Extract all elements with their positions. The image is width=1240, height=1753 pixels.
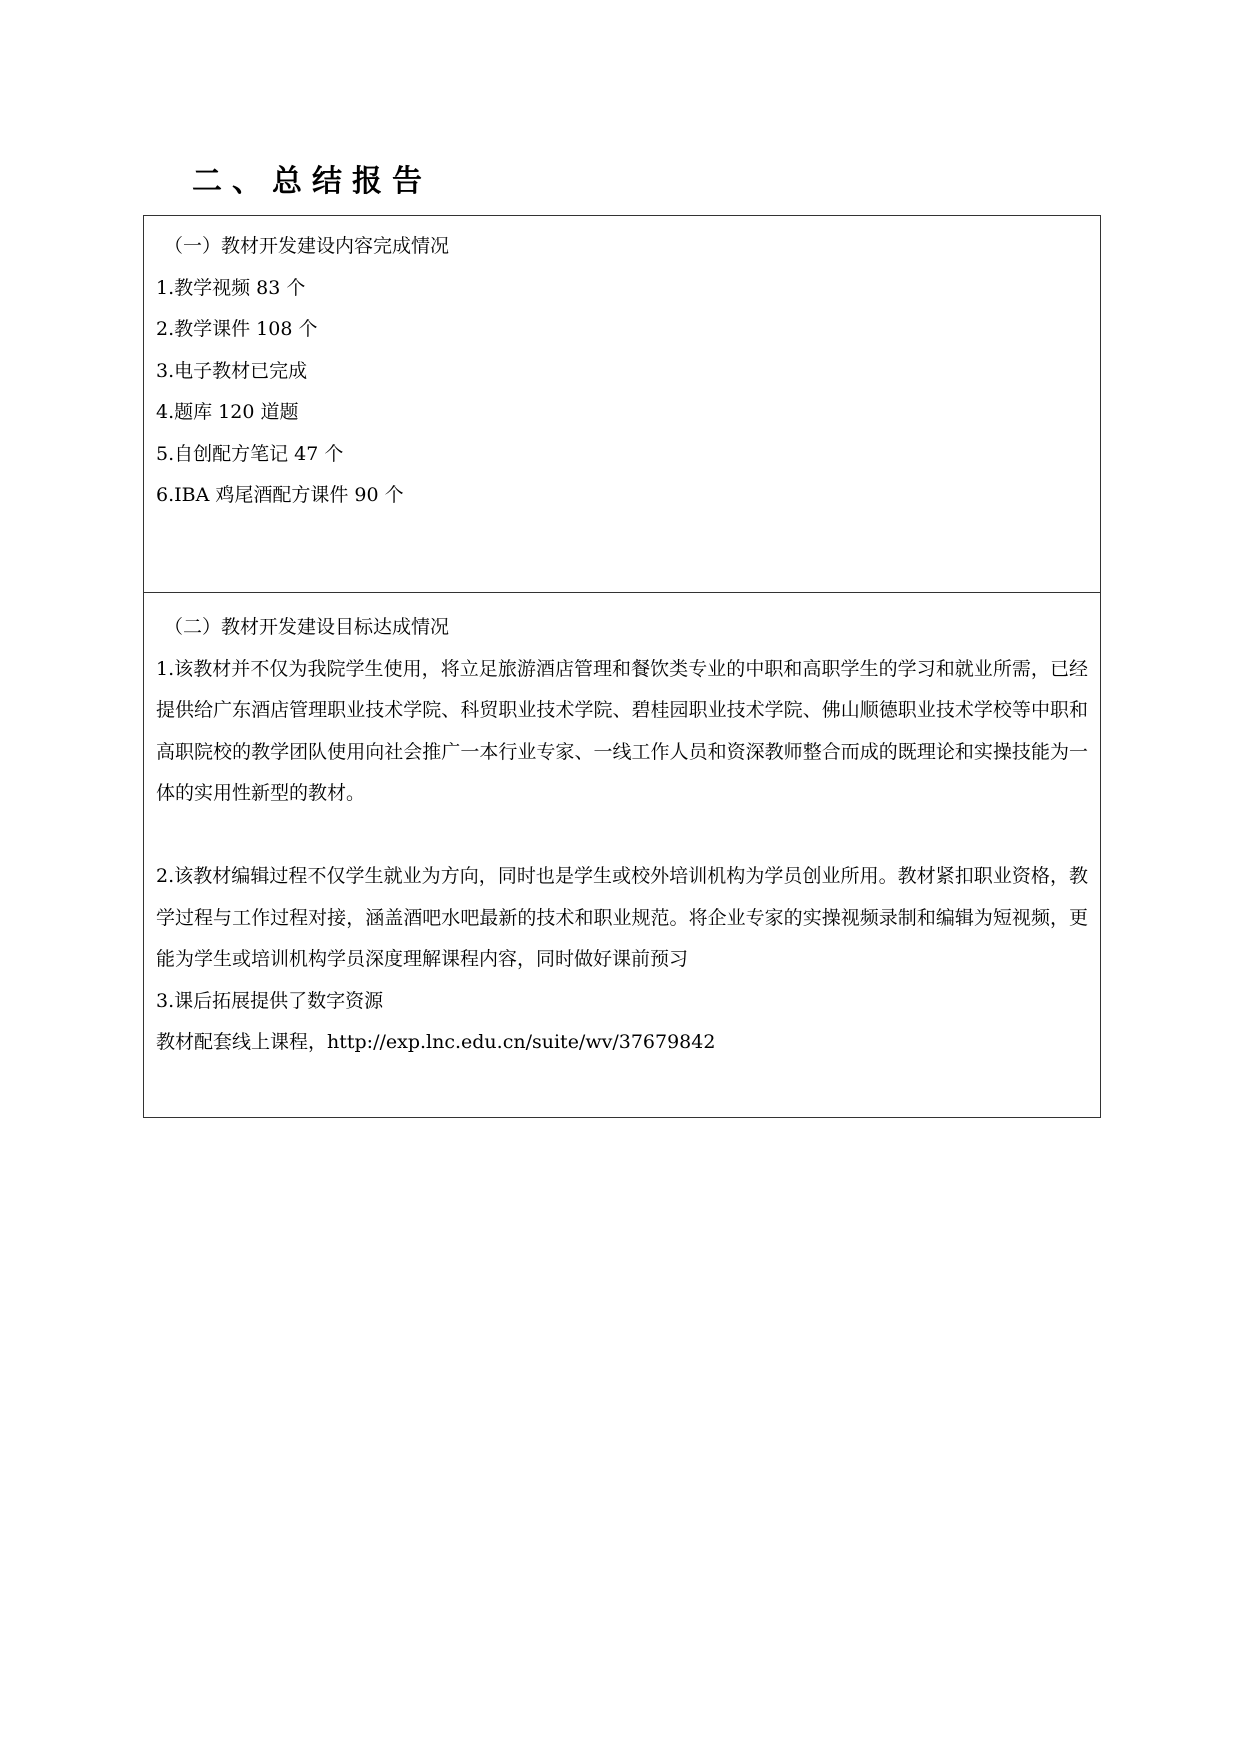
section-goal-achievement — [144, 593, 1100, 1117]
list-item: 2.教学课件 108 个 — [156, 318, 318, 340]
paragraph-spacer — [156, 815, 1088, 857]
page-heading: 二、总结报告 — [192, 164, 432, 199]
section-1-title: （一）教材开发建设内容完成情况 — [164, 235, 450, 257]
section-content-completion — [144, 216, 1100, 593]
list-item: 6.IBA 鸡尾酒配方课件 90 个 — [156, 484, 404, 506]
list-item: 5.自创配方笔记 47 个 — [156, 442, 344, 465]
list-item: 1.教学视频 83 个 — [156, 276, 306, 299]
list-item: 4.题库 120 道题 — [156, 401, 299, 423]
report-table — [143, 215, 1101, 1118]
paragraph-1: 1.该教材并不仅为我院学生使用，将立足旅游酒店管理和餐饮类专业的中职和高职学生的学习和就业所需，已经提供给广东酒店管理职业技术学院、科贸职业技术学院、碧桂园职业技术学院、佛山顺德职业技术学校等中职和高职院校的教学团队使用向社会推广一本行业专家、一线工作人员和资深教师整合而成的既理论和实操技能为一体的实用性新型的教材。 — [156, 657, 1088, 804]
section-2-title: （二）教材开发建设目标达成情况 — [164, 616, 450, 638]
online-course-link-line: 教材配套线上课程，http://exp.lnc.edu.cn/suite/wv/37679842 — [156, 1031, 716, 1053]
list-item: 3.课后拓展提供了数字资源 — [156, 989, 384, 1012]
paragraph-2: 2.该教材编辑过程不仅学生就业为方向，同时也是学生或校外培训机构为学员创业所用。教材紧扣职业资格，教学过程与工作过程对接，涵盖酒吧水吧最新的技术和职业规范。将企业专家的实操视频录制和编辑为短视频，更能为学生或培训机构学员深度理解课程内容，同时做好课前预习 — [156, 865, 1088, 970]
list-item: 3.电子教材已完成 — [156, 359, 308, 382]
